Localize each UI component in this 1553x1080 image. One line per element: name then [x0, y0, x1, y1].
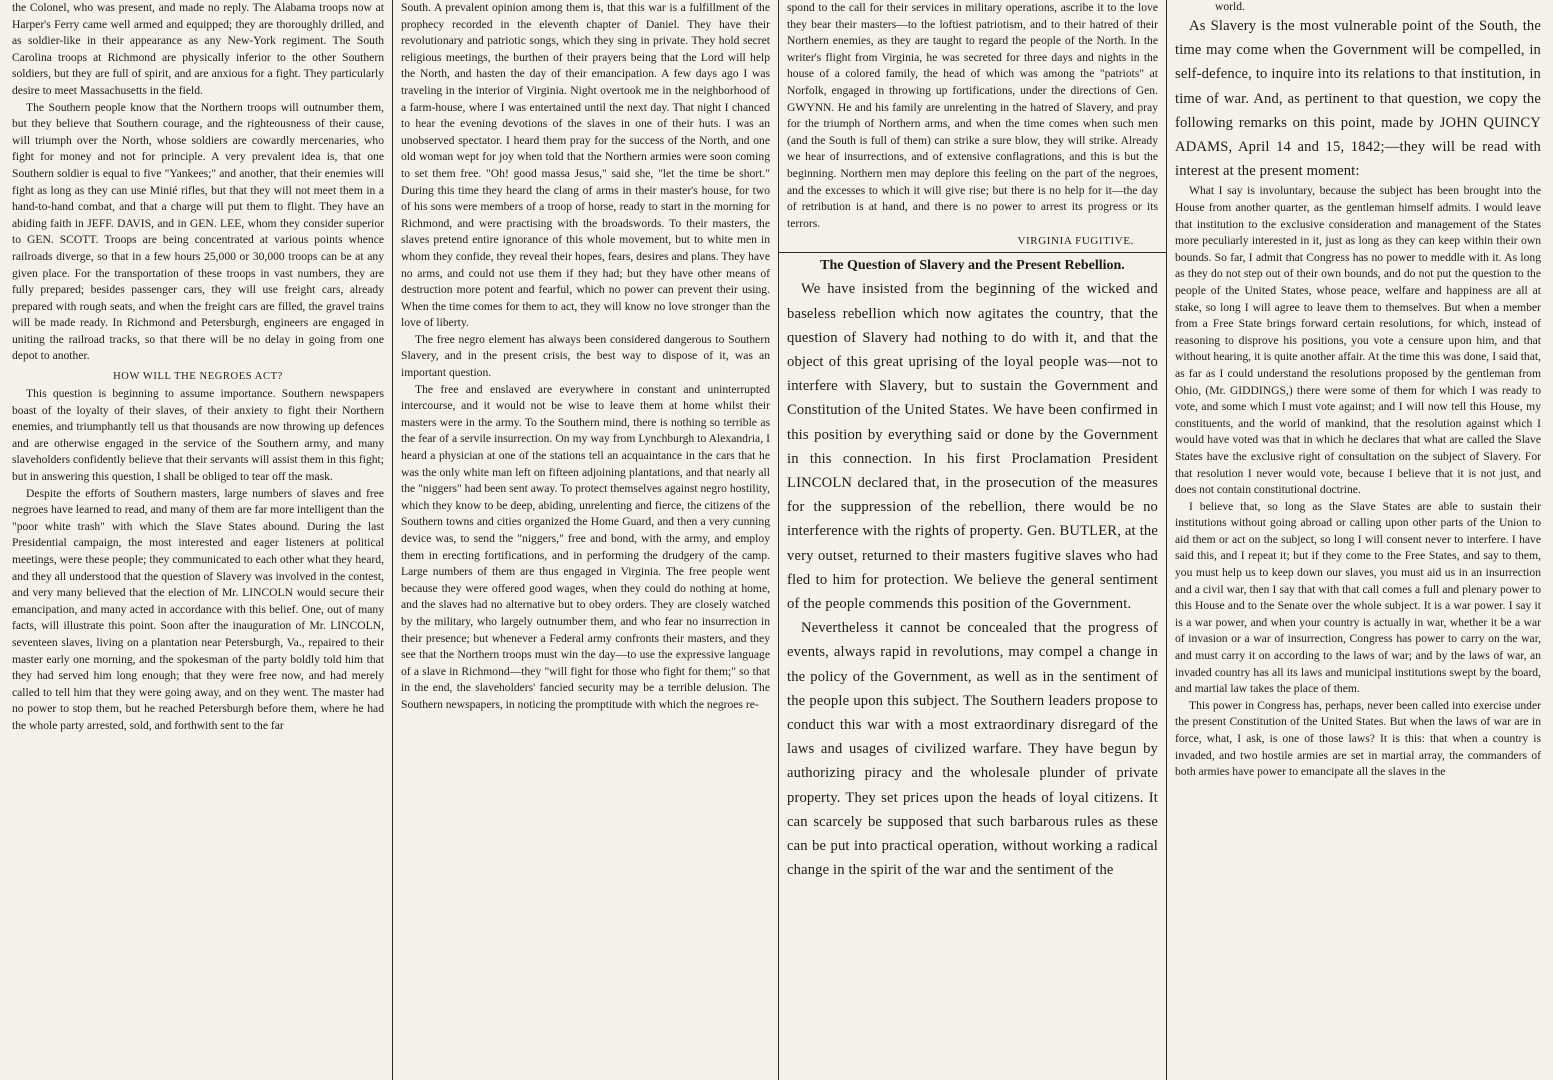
column-4-paragraph-0: world. — [1215, 0, 1245, 13]
column-3 — [778, 0, 1166, 1080]
column-1 — [4, 0, 392, 1080]
column-2-paragraph-1: South. A prevalent opinion among them is, that this war is a fulfillment of the prophecy recorded in the eleventh chapter of Daniel. They have their revolutionary and patriotic songs, which they sing in private. They hold secret religious meetings, the burthen of their prayers being that the Lord will help the North, and hasten the day of their emancipation. A few days ago I was traveling in the interior of Virginia. Night overtook me in the neighborhood of a farm-house, where I was entertained until the next day. That night I chanced to hear the evening devotions of the slaves in one of their huts. I was an unobserved spectator. I heard them pray for the success of the North, and one old woman wept for joy when told that the Northern armies were soon coming to set them free. "Oh! good massa Jesus," said she, "let the time be short." During this time they heard the clang of arms in their master's house, for two of his sons were members of a troop of horse, ready to start in the morning for Richmond, and were practising with the broadswords. To their masters, the slaves pretend entire ignorance of this whole movement, but to white men in whom they confide, they reveal their hopes, fears, desires and plans. They have no arms, and could not use them if they had; but they have other means of destruction more potent and fearful, which no power can prevent their using. When the time comes for them to act, they will know no love stronger than the love of liberty. — [401, 1, 770, 330]
column-4-paragraph-3: I believe that, so long as the Slave States are able to sustain their institutions without going abroad or calling upon other parts of the Union to aid them or act on the subject, so long I will consent never to interfere. I have said this, and I repeat it; but if they come to the Free States, and say to them, you must help us to keep down our slaves, you must aid us in an insurrection and a civil war, then I say that with that call comes a full and plenary power to this House and to the Senate over the whole subject. It is a war power. I say it is a war power, and when your country is actually in war, whether it be a war of invasion or a war of insurrection, Congress has power to carry on the war, and must carry it on according to the laws of war; and by the laws of war, an invaded country has all its laws and municipal institutions swept by the board, and martial law takes the place of them. — [1175, 499, 1541, 696]
column-4 — [1166, 0, 1549, 1080]
column-2 — [392, 0, 778, 1080]
column-1-paragraph-4: Despite the efforts of Southern masters, large numbers of slaves and free negroes have learned to read, and many of them are far more intelligent than the "poor white trash" with which the Slave States abound. During the last Presidential campaign, the most interested and eager listeners at political meetings, were these people; they communicated to each other what they heard, and they all understood that the question of Slavery was involved in the contest, and very many believed that the election of Mr. LINCOLN would secure their emancipation, and many acted in accordance with this belief. One, out of many facts, will illustrate this point. Soon after the inauguration of Mr. LINCOLN, seventeen slaves, living on a plantation near Petersburgh, Va., repaired to their master early one morning, and the spokesman of the party boldly told him that they had served him long enough; that they were free now, and had merely called to tell him that they were going away, and on they went. The master had no power to stop them, but he reached Petersburgh before them, where he had the whole party arrested, sold, and forthwith sent to the far — [12, 486, 384, 732]
column-3-paragraph-3: Nevertheless it cannot be concealed that the progress of events, always rapid in revolutions, may compel a change in the policy of the Government, as well as in the sentiment of the people upon this subject. The Southern leaders propose to conduct this war with a most extraordinary disregard of the laws and usages of civilized warfare. They have begun by authorizing piracy and the wholesale plunder of private property. They set prices upon the heads of loyal citizens. It can scarcely be supposed that such barbarous rules as these can be put into practical operation, without working a radical change in the spirit of the war and the sentiment of the — [787, 620, 1158, 879]
article-divider — [779, 252, 1166, 253]
column-2-paragraph-2: The free negro element has always been considered dangerous to Southern Slavery, and in the present crisis, the best way to dispose of it, was an important question. — [401, 332, 770, 380]
column-1-paragraph-1: the Colonel, who was present, and made no reply. The Alabama troops now at Harper's Ferry came well armed and equipped; they are thoroughly drilled, and as soldier-like in their appearance as any New-York regiment. The South Carolina troops at Richmond are physically inferior to the other Southern soldiers, but they are full of spirit, and are anxious for a fight. They particularly desire to meet Massachusetts in the field. — [12, 1, 384, 97]
author-signature: VIRGINIA FUGITIVE. — [1017, 235, 1134, 248]
column-3-paragraph-2: We have insisted from the beginning of the wicked and baseless rebellion which now agitates the country, that the question of Slavery had nothing to do with it, and that the object of this great uprising of the loyal people was—not to interfere with Slavery, but to sustain the Government and Constitution of the United States. We have been confirmed in this position by everything said or done by the Government in this connection. In his first Proclamation President LINCOLN declared that, in the prosecution of the measures for the suppression of the rebellion, there would be no interference with the rights of property. Gen. BUTLER, at the very outset, returned to their masters fugitive slaves who had fled to him for protection. We believe the general sentiment of the people commends this position of the Government. — [787, 281, 1158, 612]
column-2-paragraph-3: The free and enslaved are everywhere in constant and uninterrupted intercourse, and it would not be wise to leave them at home whilst their masters were in the army. To the Southern mind, there is nothing so terrible as the fear of a servile insurrection. On my way from Lynchburgh to Alexandria, I heard a physician at one of the stations tell an acquaintance in the cars that he was the only white man left on fifteen adjoining plantations, and that nearly all the "niggers" had been sent away. To protect themselves against negro hostility, which they know to be deep, abiding, unrelenting and fierce, the citizens of the Southern towns and cities organized the Home Guard, and then a very cunning device was, to send the "niggers," free and bond, with the army, and employ them in erecting fortifications, and in performing the drudgery of the camp. Large numbers of them are thus engaged in Virginia. The free people went because they were offered good wages, when they could do nothing at home, and the slaves had no alternative but to obey orders. They are closely watched by the military, who largely outnumber them, and who fear no insurrection in their presence; but whenever a Federal army confronts their masters, and they see that the Northern troops must win the day—to use the expressive language of a slave in Richmond—they "will fight for those who fight for them;" so that in the end, the slaveholders' fancied security may be a terrible delusion. The Southern newspapers, in noticing the promptitude with which the negroes re- — [401, 382, 770, 711]
article-headline: The Question of Slavery and the Present Rebellion. — [820, 258, 1125, 274]
column-1-paragraph-2: The Southern people know that the Northern troops will outnumber them, but they believe that Southern courage, and the righteousness of their cause, will triumph over the North, whose soldiers are cowardly mercenaries, who fight for money and not for principle. A very prevalent idea is, that one Southern soldier is equal to five "Yankees;" and another, that their enemies will fight as long as they can use Minié rifles, but that they will not meet them in a hand-to-hand combat, and that a charge will put them to flight. They have an abiding faith in JEFF. DAVIS, and in GEN. LEE, whom they consider superior to GEN. SCOTT. Troops are being concentrated at various points whence railroads diverge, so that in a few hours 25,000 or 30,000 troops can be at any given place. For the transportation of these troops in vast numbers, they are fully prepared; besides passenger cars, they will use freight cars, already prepared with rough seats, and when the freight cars are filled, the gravel trains will be made ready. In Richmond and Petersburgh, engineers are engaged in uniting the railroad tracks, so that there will be no delay in going from one depot to another. — [12, 100, 384, 363]
column-4-paragraph-1: As Slavery is the most vulnerable point of the South, the time may come when the Government will be compelled, in self-defence, to inquire into its relations to that institution, in time of war. And, as pertinent to that question, we copy the following remarks on this point, made by JOHN QUINCY ADAMS, April 14 and 15, 1842;—they will be read with interest at the present moment: — [1175, 18, 1541, 180]
column-3-paragraph-1: spond to the call for their services in military operations, ascribe it to the love they bear their masters—to the loftiest patriotism, and to their hatred of their Northern enemies, as they are taught to regard the people of the North. In the writer's flight from Virginia, he was secreted for three days and nights in the house of a colored family, the head of which was among the "patriots" at Norfolk, engaged in throwing up fortifications, under the directions of Gen. GWYNN. He and his family are unrelenting in the hatred of Slavery, and pray for the triumph of Northern arms, and when the time comes when such men (and the South is full of them) can strike a sure blow, they will strike. Already we hear of insurrections, and of extensive conflagrations, and this is but the beginning. Northern men may deplore this feeling on the part of the negroes, and the excesses to which it will give rise; but there is no help for it—the day of retribution is at hand, and there is no power to arrest its progress or its terrors. — [787, 1, 1158, 230]
column-4-paragraph-2: What I say is involuntary, because the subject has been brought into the House from another quarter, as the gentleman himself admits. I would leave that institution to the exclusive consideration and management of the States more peculiarly interested in it, just as long as they can keep within their own bounds. So far, I admit that Congress has no power to meddle with it. As long as they do not step out of their own bounds, and do not put the question to the people of the United States, whose peace, welfare and happiness are all at stake, so long I will agree to leave them to themselves. But when a member from a Free State brings forward certain resolutions, for which, instead of reasoning to disprove his positions, you vote a censure upon him, and that without hearing, it is quite another affair. At the time this was done, I said that, as far as I could understand the resolutions proposed by the gentleman from Ohio, (Mr. GIDDINGS,) there were some of them for which I was ready to vote, and some which I must vote against; and I will now tell this House, my constituents, and the world of mankind, that the resolution against which I would have voted was that in which he declares that what are called the Slave States have the exclusive right of consultation on the subject of Slavery. For that resolution I never would vote, because I believe that it is not just, and does not contain constitutional doctrine. — [1175, 184, 1541, 497]
column-1-paragraph-3: This question is beginning to assume importance. Southern newspapers boast of the loyalty of their slaves, of their anxiety to fight their Northern enemies, and triumphantly tell us that thousands are now throwing up defences and are otherwise engaged in the service of the Southern army, and many slaveholders confidently believe that their servants will assist them in this fight; but in answering this question, I shall be obliged to tear off the mask. — [12, 387, 384, 484]
column-4-paragraph-4: This power in Congress has, perhaps, never been called into exercise under the present Constitution of the United States. But when the laws of war are in force, what, I ask, is one of those laws? It is this: that when a country is invaded, and two hostile armies are set in martial array, the commanders of both armies have power to emancipate all the slaves in the — [1175, 698, 1541, 779]
section-subheading: HOW WILL THE NEGROES ACT? — [113, 371, 283, 383]
